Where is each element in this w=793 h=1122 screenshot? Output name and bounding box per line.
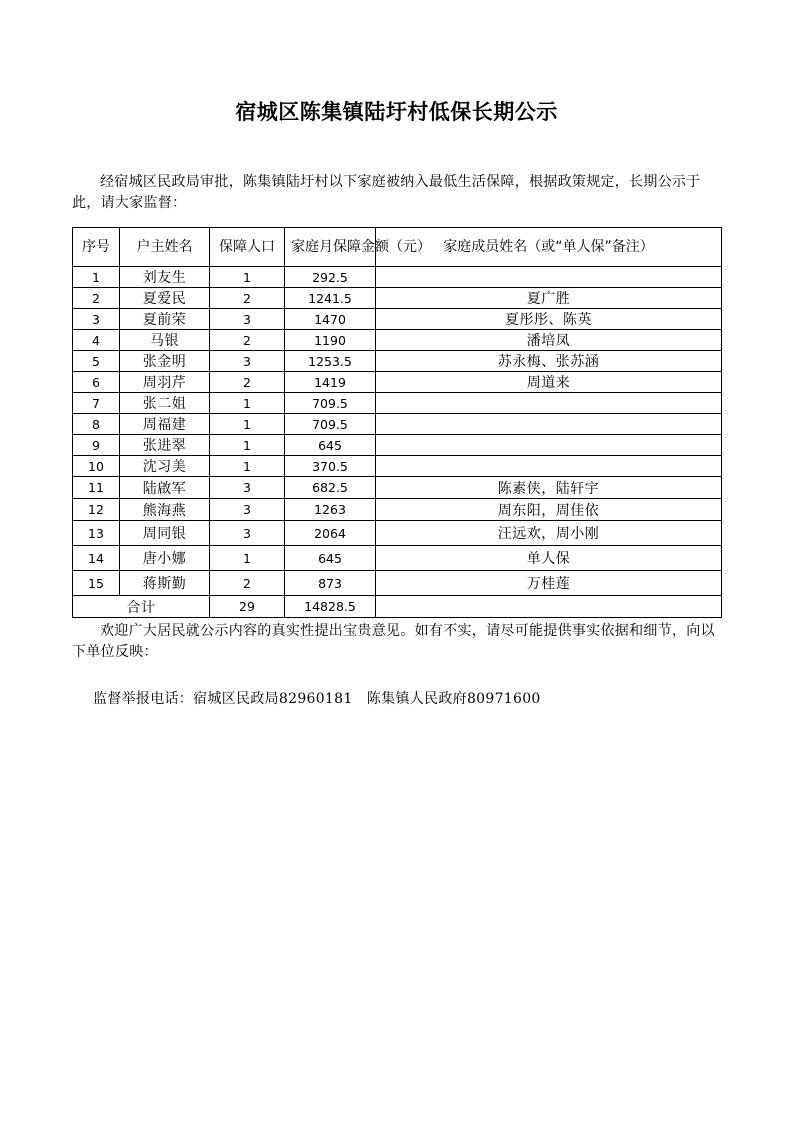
table-row bbox=[73, 571, 722, 596]
cell-members: 夏广胜 bbox=[376, 288, 722, 309]
cell-count: 2 bbox=[210, 330, 285, 351]
cell-members: 苏永梅、张苏涵 bbox=[376, 351, 722, 372]
header-name: 户主姓名 bbox=[120, 228, 210, 267]
cell-amount: 709.5 bbox=[285, 393, 376, 414]
cell-no: 7 bbox=[73, 393, 120, 414]
cell-members bbox=[376, 456, 722, 477]
cell-amount: 1253.5 bbox=[285, 351, 376, 372]
total-label: 合计 bbox=[73, 596, 210, 618]
table-row bbox=[73, 330, 722, 351]
cell-amount: 370.5 bbox=[285, 456, 376, 477]
cell-name: 沈习美 bbox=[120, 456, 210, 477]
cell-count: 2 bbox=[210, 571, 285, 596]
cell-amount: 1419 bbox=[285, 372, 376, 393]
table-row bbox=[73, 372, 722, 393]
cell-name: 周羽芹 bbox=[120, 372, 210, 393]
total-amount: 14828.5 bbox=[285, 596, 376, 618]
cell-count: 3 bbox=[210, 309, 285, 330]
cell-count: 3 bbox=[210, 351, 285, 372]
cell-name: 张进翠 bbox=[120, 435, 210, 456]
cell-members: 陈素侠，陆轩宇 bbox=[376, 477, 722, 499]
cell-no: 5 bbox=[73, 351, 120, 372]
cell-name: 唐小娜 bbox=[120, 546, 210, 571]
header-members: 家庭成员姓名（或“单人保”备注） bbox=[376, 228, 722, 267]
table-row bbox=[73, 288, 722, 309]
total-row bbox=[73, 596, 722, 618]
cell-amount: 645 bbox=[285, 546, 376, 571]
cell-no: 11 bbox=[73, 477, 120, 499]
cell-no: 15 bbox=[73, 571, 120, 596]
table-row bbox=[73, 456, 722, 477]
cell-name: 周同银 bbox=[120, 521, 210, 546]
cell-count: 3 bbox=[210, 499, 285, 521]
cell-amount: 2064 bbox=[285, 521, 376, 546]
cell-members: 潘培凤 bbox=[376, 330, 722, 351]
table-row bbox=[73, 309, 722, 330]
cell-no: 12 bbox=[73, 499, 120, 521]
cell-name: 熊海燕 bbox=[120, 499, 210, 521]
cell-amount: 1241.5 bbox=[285, 288, 376, 309]
table-row bbox=[73, 393, 722, 414]
cell-count: 3 bbox=[210, 521, 285, 546]
cell-amount: 682.5 bbox=[285, 477, 376, 499]
cell-amount: 645 bbox=[285, 435, 376, 456]
header-count: 保障人口 bbox=[210, 228, 285, 267]
cell-count: 1 bbox=[210, 267, 285, 288]
cell-count: 3 bbox=[210, 477, 285, 499]
cell-name: 夏前荣 bbox=[120, 309, 210, 330]
cell-members: 夏彤彤、陈英 bbox=[376, 309, 722, 330]
cell-count: 2 bbox=[210, 372, 285, 393]
cell-amount: 1190 bbox=[285, 330, 376, 351]
cell-no: 1 bbox=[73, 267, 120, 288]
cell-no: 2 bbox=[73, 288, 120, 309]
cell-name: 蒋斯勤 bbox=[120, 571, 210, 596]
cell-no: 14 bbox=[73, 546, 120, 571]
notice-title: 宿城区陈集镇陆圩村低保长期公示 bbox=[235, 99, 558, 124]
cell-members bbox=[376, 267, 722, 288]
intro-paragraph: 经宿城区民政局审批，陈集镇陆圩村以下家庭被纳入最低生活保障，根据政策规定，长期公示于此，请大家监督： bbox=[72, 174, 701, 211]
cell-name: 刘友生 bbox=[120, 267, 210, 288]
cell-members: 汪远欢，周小刚 bbox=[376, 521, 722, 546]
table-row bbox=[73, 267, 722, 288]
subsidy-table bbox=[72, 227, 722, 618]
table-row bbox=[73, 435, 722, 456]
cell-members: 周道来 bbox=[376, 372, 722, 393]
table-row bbox=[73, 477, 722, 499]
cell-no: 6 bbox=[73, 372, 120, 393]
cell-amount: 292.5 bbox=[285, 267, 376, 288]
cell-count: 1 bbox=[210, 546, 285, 571]
cell-members bbox=[376, 435, 722, 456]
table-row bbox=[73, 499, 722, 521]
cell-amount: 1470 bbox=[285, 309, 376, 330]
cell-count: 1 bbox=[210, 435, 285, 456]
cell-name: 张二姐 bbox=[120, 393, 210, 414]
cell-amount: 873 bbox=[285, 571, 376, 596]
cell-members bbox=[376, 393, 722, 414]
total-members bbox=[376, 596, 722, 618]
cell-count: 1 bbox=[210, 393, 285, 414]
cell-no: 10 bbox=[73, 456, 120, 477]
table-row bbox=[73, 351, 722, 372]
cell-count: 2 bbox=[210, 288, 285, 309]
cell-count: 1 bbox=[210, 414, 285, 435]
cell-amount: 709.5 bbox=[285, 414, 376, 435]
table-header-row bbox=[73, 228, 722, 267]
cell-name: 陆啟军 bbox=[120, 477, 210, 499]
cell-members bbox=[376, 414, 722, 435]
cell-no: 13 bbox=[73, 521, 120, 546]
table-row bbox=[73, 521, 722, 546]
cell-members: 万桂莲 bbox=[376, 571, 722, 596]
header-amount: 家庭月保障金额（元） bbox=[285, 228, 376, 267]
cell-no: 9 bbox=[73, 435, 120, 456]
contact-line: 监督举报电话：宿城区民政局82960181 陈集镇人民政府80971600 bbox=[93, 691, 541, 707]
table-row bbox=[73, 414, 722, 435]
cell-no: 8 bbox=[73, 414, 120, 435]
header-no: 序号 bbox=[73, 228, 120, 267]
cell-name: 周福建 bbox=[120, 414, 210, 435]
cell-amount: 1263 bbox=[285, 499, 376, 521]
cell-members: 周东阳，周佳依 bbox=[376, 499, 722, 521]
cell-no: 4 bbox=[73, 330, 120, 351]
cell-name: 马银 bbox=[120, 330, 210, 351]
total-count: 29 bbox=[210, 596, 285, 618]
cell-members: 单人保 bbox=[376, 546, 722, 571]
feedback-paragraph: 欢迎广大居民就公示内容的真实性提出宝贵意见。如有不实，请尽可能提供事实依据和细节，向以下单位反映： bbox=[72, 623, 715, 660]
cell-name: 夏爱民 bbox=[120, 288, 210, 309]
cell-name: 张金明 bbox=[120, 351, 210, 372]
cell-count: 1 bbox=[210, 456, 285, 477]
cell-no: 3 bbox=[73, 309, 120, 330]
table-row bbox=[73, 546, 722, 571]
